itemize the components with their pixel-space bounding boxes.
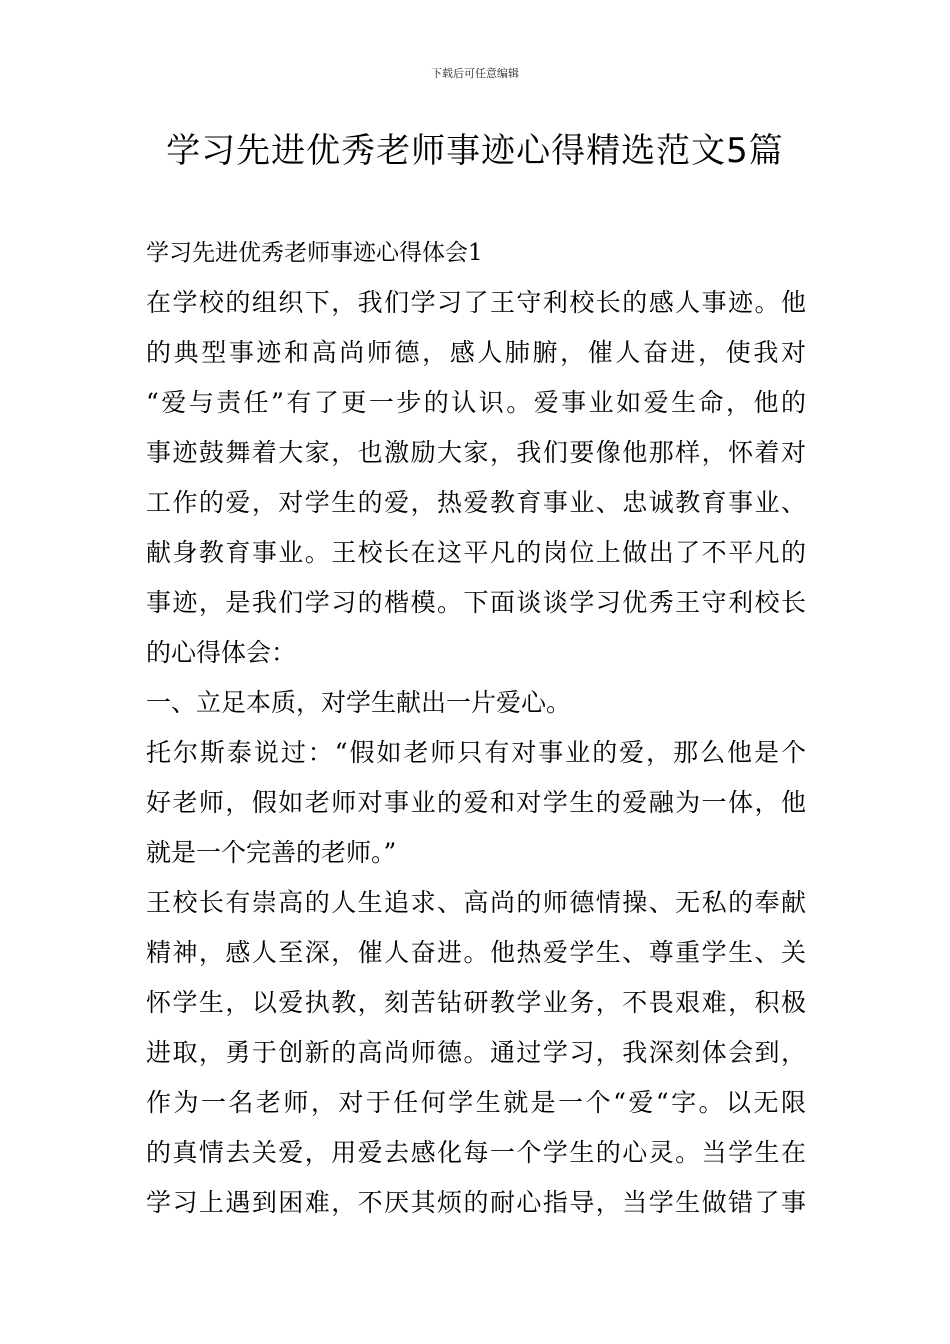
text-line: 进取，勇于创新的高尚师德。通过学习，我深刻体会到， <box>146 1038 806 1067</box>
text-line: 一、立足本质，对学生献出一片爱心。 <box>146 688 572 717</box>
section-heading: 学习先进优秀老师事迹心得体会1 <box>146 240 483 266</box>
text-line: 就是一个完善的老师。” <box>146 838 397 867</box>
text-line: 的心得体会： <box>146 638 297 667</box>
text-line: 的真情去关爱，用爱去感化每一个学生的心灵。当学生在 <box>146 1138 806 1167</box>
text-line: 在学校的组织下，我们学习了王守利校长的感人事迹。他 <box>146 288 806 317</box>
text-line: 的典型事迹和高尚师德，感人肺腑，催人奋进，使我对 <box>146 338 806 367</box>
document-body <box>146 228 806 1228</box>
text-line: 献身教育事业。王校长在这平凡的岗位上做出了不平凡的 <box>146 538 806 567</box>
text-line: 学习上遇到困难，不厌其烦的耐心指导，当学生做错了事 <box>146 1188 806 1217</box>
text-line: 好老师，假如老师对事业的爱和对学生的爱融为一体，他 <box>146 788 806 817</box>
text-line: 事迹鼓舞着大家，也激励大家，我们要像他那样，怀着对 <box>146 438 806 467</box>
text-line: 王校长有崇高的人生追求、高尚的师德情操、无私的奉献 <box>146 888 806 917</box>
text-line: 精神，感人至深，催人奋进。他热爱学生、尊重学生、关 <box>146 938 806 967</box>
header-note: 下载后可任意编辑 <box>431 67 519 80</box>
text-line: 事迹，是我们学习的楷模。下面谈谈学习优秀王守利校长 <box>146 588 806 617</box>
text-line: 工作的爱，对学生的爱，热爱教育事业、忠诚教育事业、 <box>146 488 806 517</box>
text-line: 作为一名老师，对于任何学生就是一个“爱“字。以无限 <box>146 1088 806 1117</box>
document-title: 学习先进优秀老师事迹心得精选范文5篇 <box>166 131 784 171</box>
text-line: 怀学生，以爱执教，刻苦钻研教学业务，不畏艰难，积极 <box>146 988 806 1017</box>
text-line: “爱与责任”有了更一步的认识。爱事业如爱生命，他的 <box>146 388 806 417</box>
text-line: 托尔斯泰说过：“假如老师只有对事业的爱，那么他是个 <box>146 738 806 767</box>
